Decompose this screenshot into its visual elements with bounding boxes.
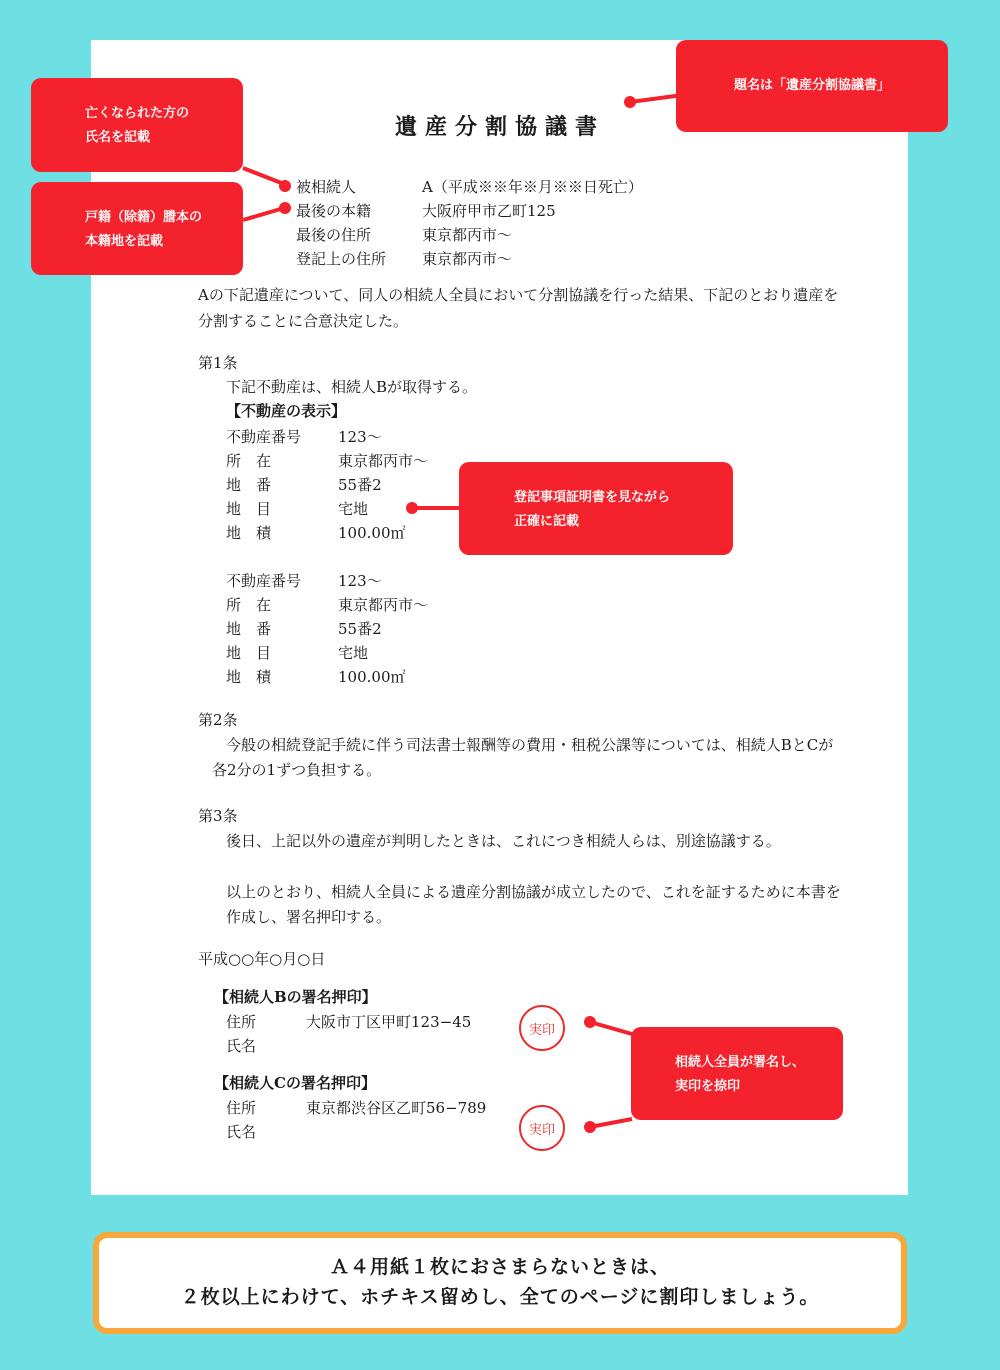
signatory-b-heading: 【相続人Bの署名押印】 (214, 988, 377, 1006)
connector-decedent (243, 168, 284, 184)
article1-heading: 第1条 (198, 354, 238, 372)
callout-text: 登記事項証明書を見ながら (514, 490, 671, 505)
property-value: 123～ (338, 572, 382, 590)
intro-line-2: 分割することに合意決定した。 (198, 312, 409, 330)
article1-body: 下記不動産は、相続人Bが取得する。 (226, 378, 478, 396)
callout-text: 題名は「遺産分割協議書」 (733, 78, 890, 93)
property-label: 地 番 (226, 476, 272, 494)
article2-heading: 第2条 (198, 711, 238, 729)
connector-dot (624, 96, 636, 108)
property-value: 宅地 (338, 644, 369, 662)
connector-domicile (243, 208, 284, 220)
decedent-name-label: 被相続人 (296, 178, 357, 196)
property-value: 東京都丙市～ (338, 596, 429, 614)
property-label: 地 番 (226, 620, 272, 638)
callout-seal (631, 1027, 843, 1120)
signatory-b-name-label: 氏名 (226, 1037, 257, 1055)
property-label: 地 積 (226, 524, 272, 542)
article3-body: 後日、上記以外の遺産が判明したときは、これにつき相続人らは、別途協議する。 (226, 832, 781, 850)
property-value: 100.00㎡ (338, 524, 406, 542)
notice-line-2: ２枚以上にわけて、ホチキス留めし、全てのページに割印しましょう。 (180, 1286, 820, 1308)
callout-text: 実印を捺印 (675, 1079, 741, 1094)
signatory-c-address-label: 住所 (226, 1099, 257, 1117)
article2-line-2: 各2分の1ずつ負担する。 (212, 761, 382, 779)
decedent-registry-label: 登記上の住所 (296, 250, 387, 268)
decedent-address-value: 東京都丙市～ (422, 226, 513, 244)
callout-text: 戸籍（除籍）謄本の (85, 210, 203, 225)
property-label: 不動産番号 (226, 428, 302, 446)
property-label: 所 在 (226, 452, 272, 470)
callout-text: 亡くなられた方の (85, 106, 190, 121)
callout-property (459, 462, 733, 555)
callout-text: 本籍地を記載 (85, 234, 164, 249)
callout-decedent-name (31, 78, 243, 172)
signatory-b-address: 大阪市丁区甲町123−45 (306, 1013, 472, 1031)
document-date: 平成○○年○月○日 (198, 950, 326, 968)
signatory-c-heading: 【相続人Cの署名押印】 (214, 1074, 376, 1092)
signatory-c-address: 東京都渋谷区乙町56−789 (306, 1099, 487, 1117)
connector-seal-b (590, 1022, 632, 1034)
property-value: 123～ (338, 428, 382, 446)
property-label: 所 在 (226, 596, 272, 614)
decedent-address-label: 最後の住所 (296, 226, 372, 244)
connector-dot (584, 1121, 596, 1133)
seal-stamp-c: 実印 (519, 1105, 565, 1151)
connector-dot (406, 502, 418, 514)
signatory-c-name-label: 氏名 (226, 1123, 257, 1141)
notice-box (93, 1232, 907, 1334)
property-label: 地 目 (226, 500, 272, 518)
callout-text: 相続人全員が署名し、 (675, 1055, 806, 1070)
decedent-registry-value: 東京都丙市～ (422, 250, 513, 268)
article2-line-1: 今般の相続登記手続に伴う司法書士報酬等の費用・租税公課等については、相続人BとCが (226, 736, 834, 754)
property-value: 宅地 (338, 500, 369, 518)
connector-dot (279, 202, 291, 214)
property-label: 不動産番号 (226, 572, 302, 590)
callout-domicile (31, 182, 243, 275)
seal-stamp-b: 実印 (519, 1005, 565, 1051)
decedent-domicile-label: 最後の本籍 (296, 202, 372, 220)
closing-line-2: 作成し、署名押印する。 (226, 908, 392, 926)
property-value: 55番2 (338, 620, 382, 638)
connector-dot (584, 1016, 596, 1028)
notice-line-1: Ａ４用紙１枚におさまらないときは、 (329, 1256, 670, 1278)
intro-line-1: Aの下記遺産について、同人の相続人全員において分割協議を行った結果、下記のとおり遺産を (198, 286, 839, 304)
connector-dot (279, 180, 291, 192)
callout-text: 正確に記載 (514, 514, 580, 529)
signatory-b-address-label: 住所 (226, 1013, 257, 1031)
property-label: 地 目 (226, 644, 272, 662)
closing-line-1: 以上のとおり、相続人全員による遺産分割協議が成立したので、これを証するために本書を (226, 883, 841, 901)
decedent-name-value: A（平成※※年※月※※日死亡） (422, 178, 643, 196)
property-heading: 【不動産の表示】 (226, 402, 347, 420)
document-title: 遺産分割協議書 (394, 114, 605, 140)
decedent-domicile-value: 大阪府甲市乙町125 (422, 202, 556, 220)
article3-heading: 第3条 (198, 807, 238, 825)
connector-seal-c (590, 1119, 632, 1127)
callout-title-note (676, 40, 948, 132)
property-label: 地 積 (226, 668, 272, 686)
property-value: 東京都丙市～ (338, 452, 429, 470)
property-value: 100.00㎡ (338, 668, 406, 686)
callout-text: 氏名を記載 (85, 130, 151, 145)
property-value: 55番2 (338, 476, 382, 494)
